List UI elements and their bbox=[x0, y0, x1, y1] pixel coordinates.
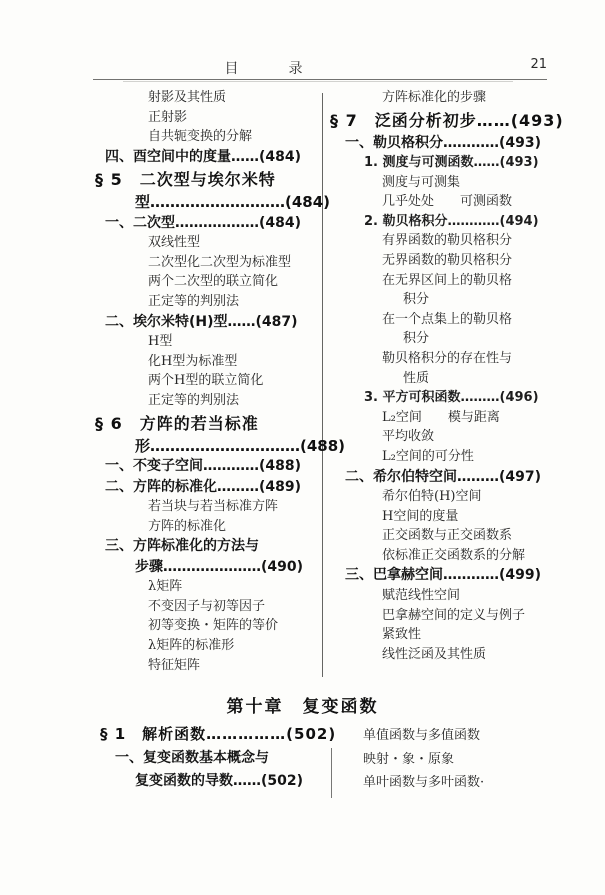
header-rule bbox=[93, 79, 547, 80]
toc-line: 若当块与若当标准方阵 bbox=[148, 499, 279, 515]
toc-line: 正交函数与正交函数系 bbox=[382, 528, 513, 544]
toc-line: 两个二次型的联立简化 bbox=[148, 274, 279, 290]
toc-line: 方阵标准化的步骤 bbox=[382, 90, 487, 105]
toc-line: 复变函数的导数……(502) bbox=[135, 773, 304, 789]
toc-line: 一、勒贝格积分…………(493) bbox=[345, 134, 542, 151]
toc-line: 型………………………(484) bbox=[135, 193, 331, 212]
toc-line: λ矩阵的标准形 bbox=[148, 638, 235, 653]
toc-line: λ矩阵 bbox=[148, 579, 183, 595]
toc-line: § 1 解析函数……………(502) bbox=[100, 725, 337, 743]
toc-line: 方阵的标准化 bbox=[148, 518, 227, 534]
toc-line: 四、酉空间中的度量……(484) bbox=[105, 148, 302, 165]
toc-line: 一、二次型………………(484) bbox=[105, 214, 302, 231]
toc-line: § 6 方阵的若当标准 bbox=[95, 413, 259, 433]
toc-line: § 7 泛函分析初步……(493) bbox=[330, 110, 564, 130]
toc-line: 巴拿赫空间的定义与例子 bbox=[382, 607, 526, 623]
toc-line: 三、方阵标准化的方法与 bbox=[105, 538, 259, 555]
toc-line: L₂空间的可分性 bbox=[382, 449, 474, 464]
toc-line: 双线性型 bbox=[148, 235, 201, 251]
toc-line: 映射・象・原象 bbox=[363, 751, 455, 767]
toc-line: 一、不变子空间…………(488) bbox=[105, 458, 302, 475]
toc-line: 依标准正交函数系的分解 bbox=[382, 547, 526, 563]
toc-line: 正定等的判别法 bbox=[148, 294, 240, 310]
toc-line: 正射影 bbox=[148, 109, 188, 125]
toc-line: 三、巴拿赫空间…………(499) bbox=[345, 567, 542, 584]
toc-line: 积分 bbox=[403, 292, 430, 308]
toc-line: 线性泛函及其性质 bbox=[382, 646, 487, 662]
toc-line: 平均收敛 bbox=[382, 429, 435, 445]
toc-line: 二、方阵的标准化………(489) bbox=[105, 478, 302, 495]
toc-left-column bbox=[88, 88, 346, 675]
toc-line: 勒贝格积分的存在性与 bbox=[382, 351, 513, 367]
toc-line: L₂空间 模与距离 bbox=[382, 409, 500, 425]
toc-line: 几乎处处 可测函数 bbox=[382, 194, 513, 210]
toc-line: H空间的度量 bbox=[382, 508, 459, 524]
toc-line: 积分 bbox=[403, 331, 430, 347]
toc-line: 一、复变函数基本概念与 bbox=[115, 750, 269, 766]
toc-line: 性质 bbox=[403, 370, 430, 386]
toc-line: H型 bbox=[148, 334, 173, 350]
toc-right-column bbox=[328, 88, 562, 664]
toc-line: 在一个点集上的勒贝格 bbox=[382, 311, 513, 327]
toc-line: 赋范线性空间 bbox=[382, 587, 461, 603]
toc-line: 正定等的判别法 bbox=[148, 392, 240, 408]
toc-line: 无界函数的勒贝格积分 bbox=[382, 253, 513, 269]
toc-line: 测度与可测集 bbox=[382, 174, 461, 190]
column-divider bbox=[322, 93, 323, 677]
toc-line: 有界函数的勒贝格积分 bbox=[382, 233, 513, 249]
toc-line: 2. 勒贝格积分…………(494) bbox=[364, 213, 539, 229]
page-number: 21 bbox=[530, 57, 547, 72]
toc-line: 化H型为标准型 bbox=[148, 353, 238, 369]
page-header-title: 目 录 bbox=[224, 61, 321, 77]
chapter-right-column bbox=[363, 724, 563, 795]
toc-line: 3. 平方可积函数………(496) bbox=[364, 390, 539, 406]
toc-line: 希尔伯特(H)空间 bbox=[382, 489, 482, 505]
toc-line: 特征矩阵 bbox=[148, 657, 201, 673]
toc-line: 单叶函数与多叶函数· bbox=[363, 775, 485, 790]
toc-line: 单值函数与多值函数 bbox=[363, 728, 481, 743]
toc-line: 1. 测度与可测函数……(493) bbox=[364, 155, 539, 171]
toc-line: 不变因子与初等因子 bbox=[148, 598, 266, 614]
toc-line: 二次型化二次型为标准型 bbox=[148, 254, 292, 270]
toc-line: 在无界区间上的勒贝格 bbox=[382, 272, 513, 288]
toc-line: 步骤…………………(490) bbox=[135, 558, 304, 575]
chapter-heading: 第十章 复变函数 bbox=[226, 697, 379, 717]
toc-line: 初等变换・矩阵的等价 bbox=[148, 618, 279, 634]
toc-line: 二、希尔伯特空间………(497) bbox=[345, 468, 542, 485]
toc-line: 二、埃尔米特(H)型……(487) bbox=[105, 313, 298, 330]
toc-line: 形…………………………(488) bbox=[135, 436, 346, 455]
toc-line: 紧致性 bbox=[382, 627, 422, 643]
toc-line: 自共轭变换的分解 bbox=[148, 129, 253, 145]
toc-line: § 5 二次型与埃尔米特 bbox=[95, 170, 276, 190]
chapter-left-column bbox=[95, 722, 345, 793]
toc-line: 射影及其性质 bbox=[148, 90, 227, 105]
toc-line: 两个H型的联立简化 bbox=[148, 373, 264, 389]
